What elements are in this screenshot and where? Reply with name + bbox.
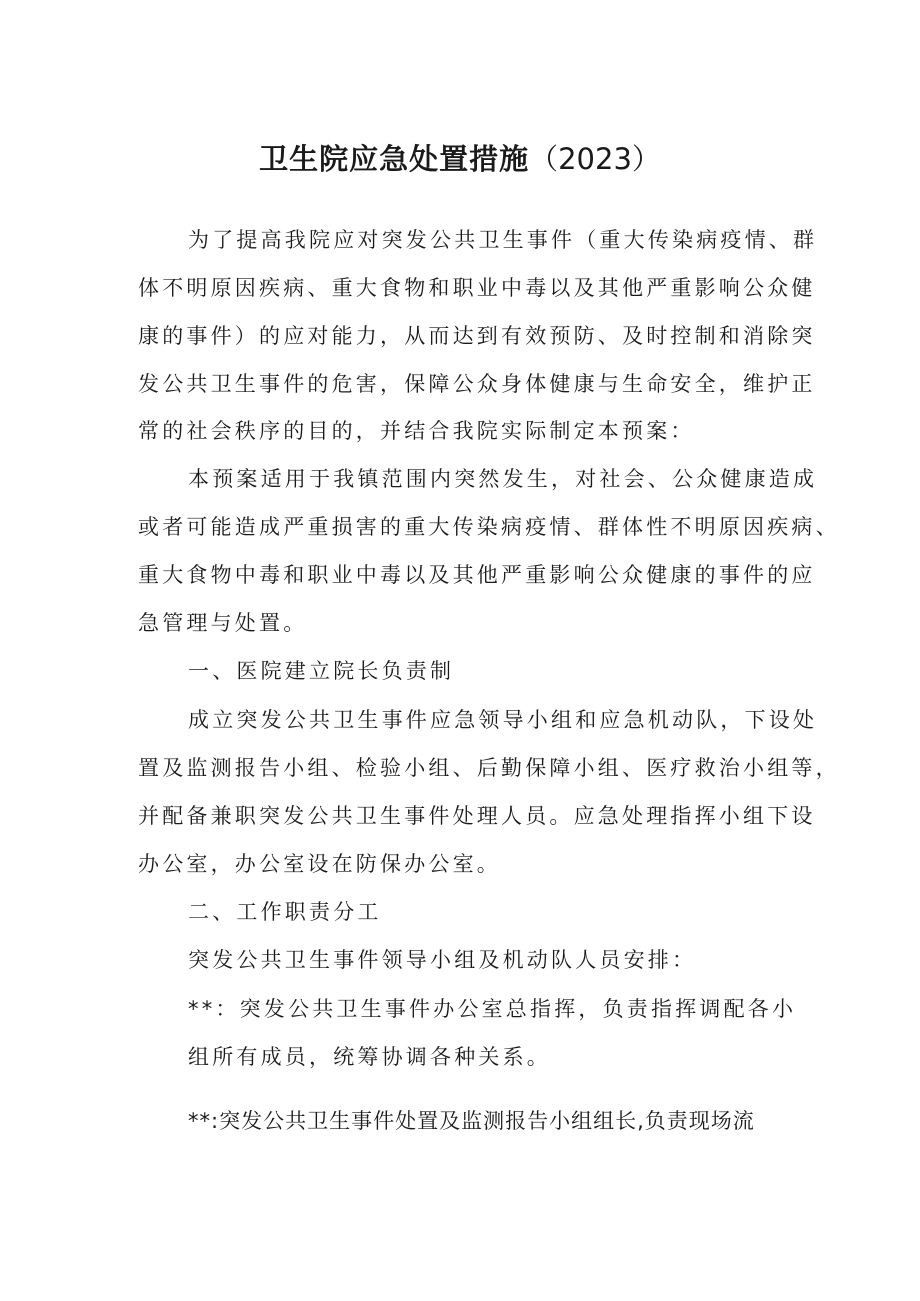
text-line: 重大食物中毒和职业中毒以及其他严重影响公众健康的事件的应 — [138, 563, 816, 587]
section-heading: 一、医院建立院长负责制 — [188, 659, 455, 683]
text-line: 并配备兼职突发公共卫生事件处理人员。应急处理指挥小组下设 — [138, 804, 816, 828]
text-line: 或者可能造成严重损害的重大传染病疫情、群体性不明原因疾病、 — [138, 515, 840, 539]
text-line: 置及监测报告小组、检验小组、后勤保障小组、医疗救治小组等， — [138, 756, 840, 780]
text-line: 常的社会秩序的目的，并结合我院实际制定本预案： — [138, 419, 695, 443]
text-line: 办公室，办公室设在防保办公室。 — [138, 852, 501, 876]
text-line: **:突发公共卫生事件处置及监测报告小组组长,负责现场流 — [188, 1109, 755, 1133]
title-year: （2023） — [529, 142, 661, 176]
text-line: 急管理与处置。 — [138, 611, 308, 635]
document-title — [0, 136, 920, 182]
title-text: 卫生院应急处置措施 — [259, 142, 530, 176]
text-line: 突发公共卫生事件领导小组及机动队人员安排： — [188, 948, 697, 972]
text-line: 成立突发公共卫生事件应急领导小组和应急机动队，下设处 — [188, 708, 818, 732]
text-line: 为了提高我院应对突发公共卫生事件（重大传染病疫情、群 — [188, 228, 818, 252]
text-line: **：突发公共卫生事件办公室总指挥，负责指挥调配各小 — [188, 997, 797, 1021]
section-heading: 二、工作职责分工 — [188, 900, 382, 924]
text-line: 发公共卫生事件的危害，保障公众身体健康与生命安全，维护正 — [138, 372, 816, 396]
text-line: 体不明原因疾病、重大食物和职业中毒以及其他严重影响公众健 — [138, 276, 816, 300]
text-line: 康的事件）的应对能力，从而达到有效预防、及时控制和消除突 — [138, 324, 816, 348]
text-line: 组所有成员，统筹协调各种关系。 — [188, 1045, 551, 1069]
text-line: 本预案适用于我镇范围内突然发生，对社会、公众健康造成 — [188, 467, 818, 491]
